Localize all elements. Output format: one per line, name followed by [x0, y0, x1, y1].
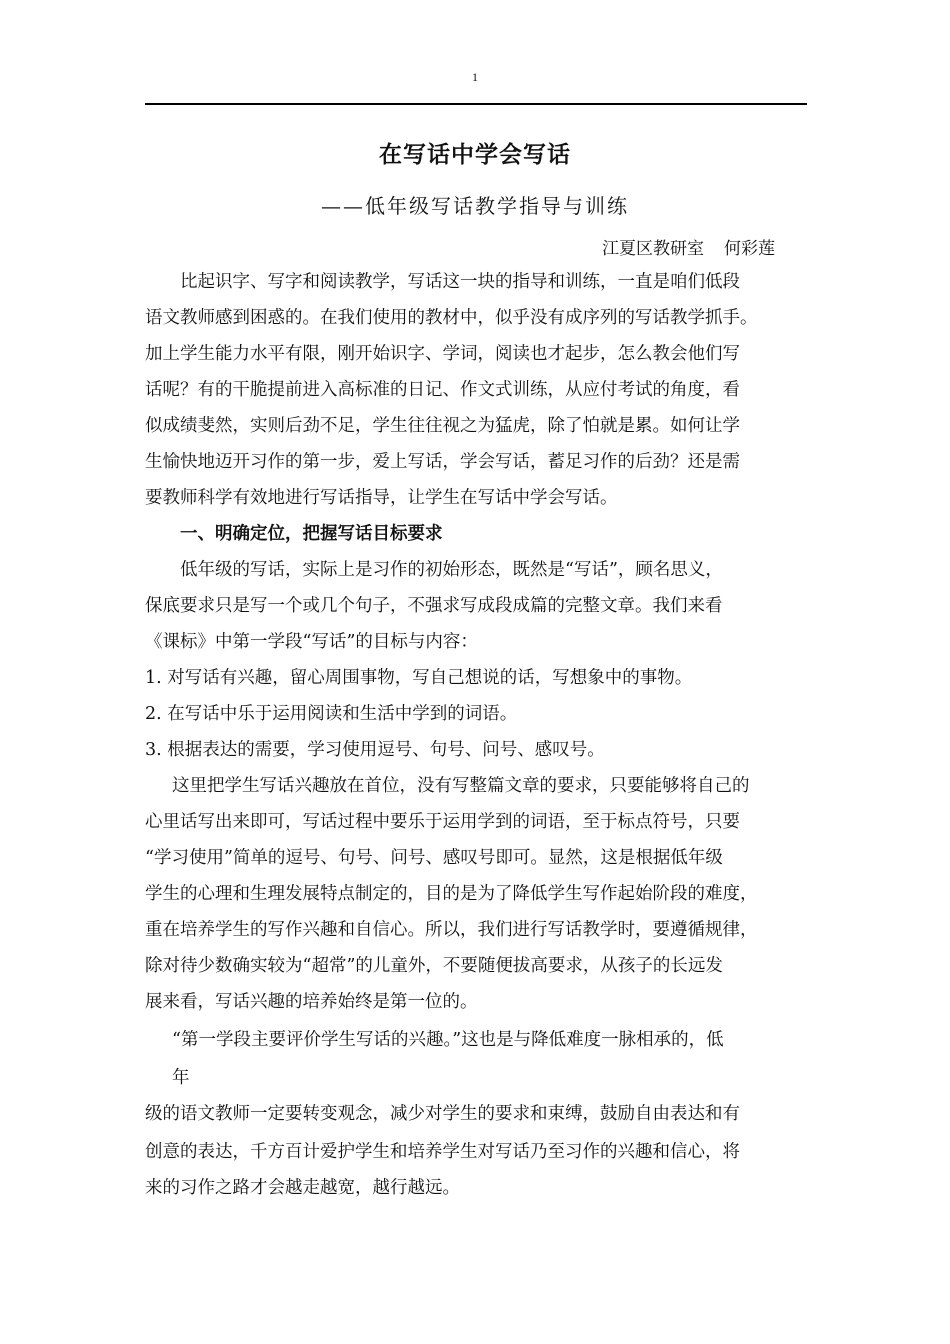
body-line: 《课标》中第一学段“写话”的目标与内容： — [145, 632, 478, 652]
page-number: 1 — [472, 70, 478, 84]
header-rule — [145, 103, 807, 105]
body-line: 来的习作之路才会越走越宽，越行越远。 — [145, 1178, 460, 1198]
body-line: “学习使用”简单的逗号、句号、问号、感叹号即可。显然，这是根据低年级 — [145, 848, 723, 868]
body-line: 保底要求只是写一个或几个句子，不强求写成段成篇的完整文章。我们来看 — [145, 596, 723, 616]
body-line: 心里话写出来即可，写话过程中要乐于运用学到的词语，至于标点符号，只要 — [145, 812, 740, 832]
author-name: 何彩莲 — [724, 239, 775, 259]
body-line: 展来看，写话兴趣的培养始终是第一位的。 — [145, 992, 478, 1012]
author-org: 江夏区教研室 — [602, 239, 704, 259]
body-line: 似成绩斐然，实则后劲不足，学生往往视之为猛虎，除了怕就是累。如何让学 — [145, 416, 740, 436]
body-line: “第一学段主要评价学生写话的兴趣。”这也是与降低难度一脉相承的，低 — [172, 1030, 724, 1050]
body-line: 创意的表达，千方百计爱护学生和培养学生对写话乃至习作的兴趣和信心，将 — [145, 1142, 740, 1162]
body-line: 重在培养学生的写作兴趣和自信心。所以，我们进行写话教学时，要遵循规律， — [145, 920, 758, 940]
list-item: 1. 对写话有兴趣，留心周围事物，写自己想说的话，写想象中的事物。 — [145, 668, 693, 688]
body-line: 年 — [172, 1068, 190, 1088]
body-line: 低年级的写话，实际上是习作的初始形态，既然是“写话”，顾名思义， — [180, 560, 723, 580]
body-line: 语文教师感到困惑的。在我们使用的教材中，似乎没有成序列的写话教学抓手。 — [145, 308, 758, 328]
section-heading: 一、明确定位，把握写话目标要求 — [180, 524, 443, 544]
list-item: 2. 在写话中乐于运用阅读和生活中学到的词语。 — [145, 704, 518, 724]
body-line: 这里把学生写话兴趣放在首位，没有写整篇文章的要求，只要能够将自己的 — [172, 776, 750, 796]
body-line: 要教师科学有效地进行写话指导，让学生在写话中学会写话。 — [145, 488, 618, 508]
document-subtitle: ——低年级写话教学指导与训练 — [321, 194, 629, 218]
document-title: 在写话中学会写话 — [379, 142, 571, 168]
body-line: 话呢？有的干脆提前进入高标准的日记、作文式训练，从应付考试的角度，看 — [145, 380, 740, 400]
list-item: 3. 根据表达的需要，学习使用逗号、句号、问号、感叹号。 — [145, 740, 605, 760]
body-line: 生愉快地迈开习作的第一步，爱上写话，学会写话，蓄足习作的后劲？还是需 — [145, 452, 740, 472]
body-line: 除对待少数确实较为“超常”的儿童外，不要随便拔高要求，从孩子的长远发 — [145, 956, 723, 976]
body-line: 级的语文教师一定要转变观念，减少对学生的要求和束缚，鼓励自由表达和有 — [145, 1104, 740, 1124]
body-line: 加上学生能力水平有限，刚开始识字、学词，阅读也才起步，怎么教会他们写 — [145, 344, 740, 364]
body-line: 学生的心理和生理发展特点制定的，目的是为了降低学生写作起始阶段的难度， — [145, 884, 758, 904]
body-line: 比起识字、写字和阅读教学，写话这一块的指导和训练，一直是咱们低段 — [180, 272, 740, 292]
author-line — [602, 234, 775, 259]
